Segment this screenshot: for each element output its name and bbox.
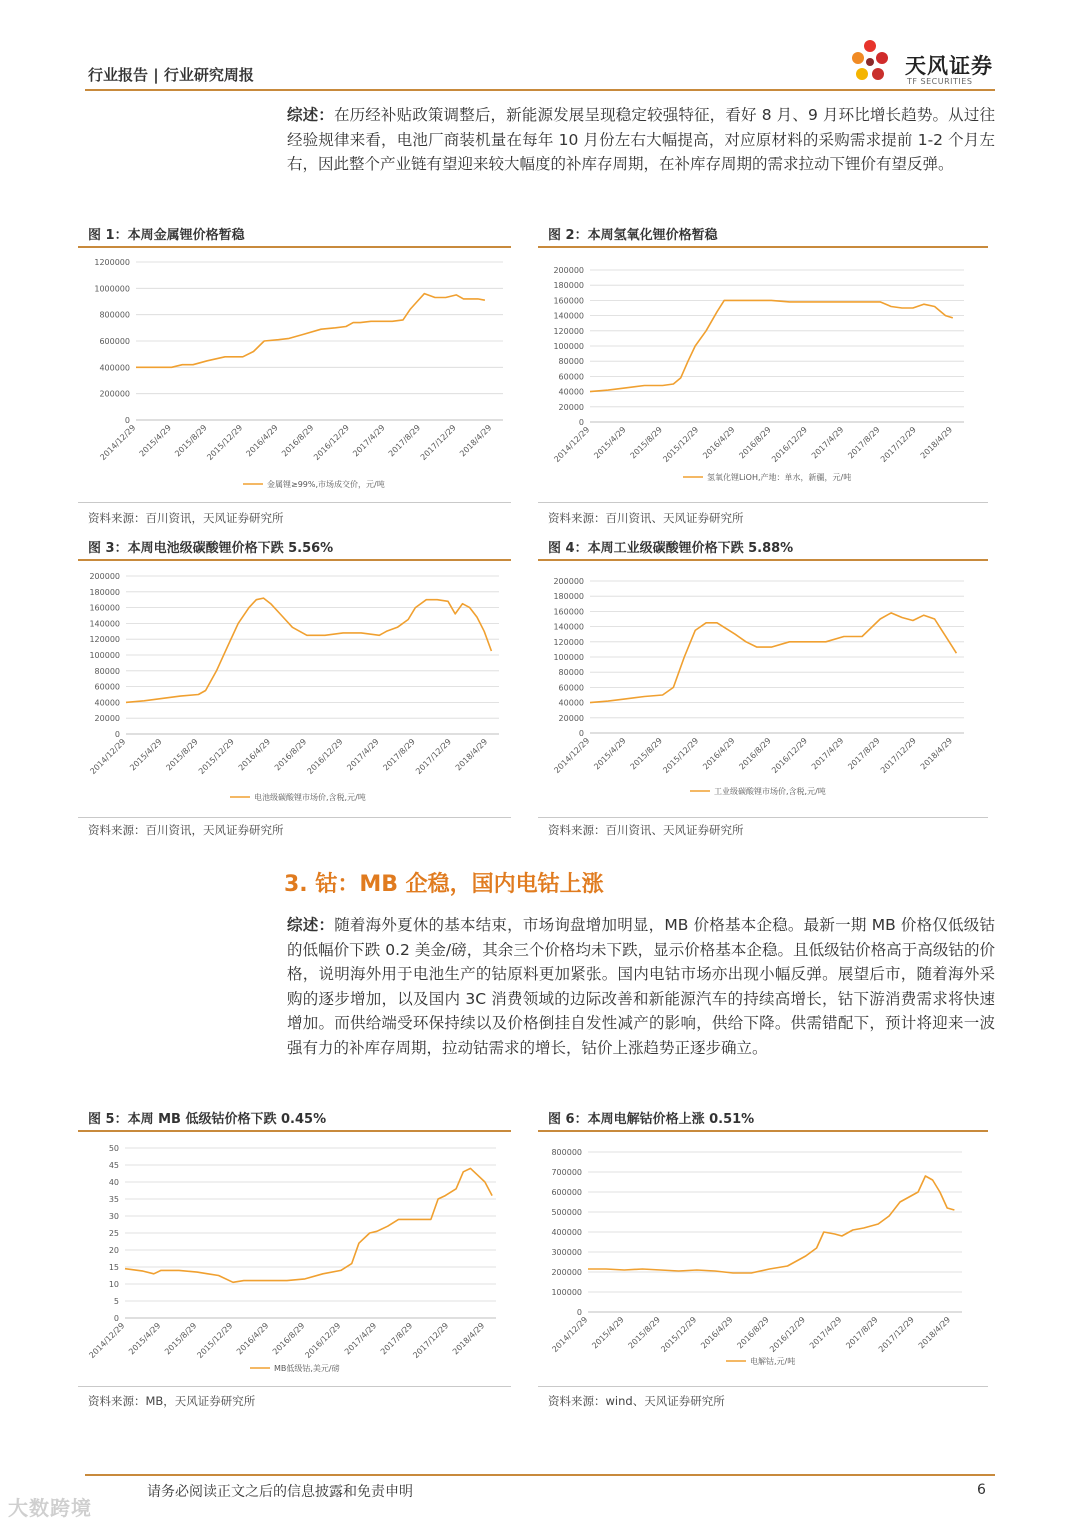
x-tick-label: 2017/8/29	[846, 425, 882, 461]
figure-3-top-rule	[78, 559, 511, 561]
x-tick-label: 2015/4/29	[592, 425, 628, 461]
y-tick-label: 25	[108, 1229, 119, 1238]
series-line	[588, 1176, 954, 1273]
x-tick-label: 2017/4/29	[342, 1321, 379, 1357]
y-tick-label: 1200000	[94, 258, 130, 267]
chart-svg	[78, 563, 511, 813]
y-tick-label: 5	[113, 1297, 119, 1306]
figure-6-bottom-rule	[538, 1386, 988, 1387]
x-tick-label: 2014/12/29	[550, 1315, 590, 1355]
y-tick-label: 160000	[89, 603, 120, 613]
x-tick-label: 2016/8/29	[270, 1321, 307, 1357]
y-tick-label: 1000000	[94, 284, 130, 294]
y-tick-label: 20000	[558, 713, 584, 723]
figure-4-top-rule	[538, 559, 988, 561]
x-tick-label: 2017/12/29	[876, 1315, 916, 1355]
x-tick-label: 2016/4/29	[699, 1315, 735, 1351]
x-tick-label: 2015/12/29	[195, 1321, 235, 1361]
page-number: 6	[977, 1482, 986, 1498]
y-tick-label: 45	[108, 1161, 119, 1170]
x-tick-label: 2016/12/29	[768, 1315, 808, 1355]
x-tick-label: 2016/8/29	[280, 423, 316, 459]
x-tick-label: 2016/8/29	[735, 1315, 771, 1351]
x-tick-label: 2014/12/29	[552, 425, 592, 465]
summary-text: 随着海外夏休的基本结束，市场询盘增加明显，MB 价格基本企稳。最新一期 MB 价格仅低级钴的低幅价下跌 0.2 美金/磅，其余三个价格均未下跌，显示价格基本企稳。且低级钴价格高于高级钴的价格，说明海外用于电池生产的钴原料更加紧张。国内电钴市场亦出现小幅反弹。展望后市，随着海外采购的逐步增加，以及国内 3C 消费领域的边际改善和新能源汽车的持续高增长，钴下游消费需求将快速增加。而供给端受环保持续以及价格倒挂自发性减产的影响，供给下降。供需错配下，预计将迎来一波强有力的补库存周期，拉动钴需求的增长，钴价上涨趋势正逐步确立。	[287, 916, 995, 1057]
y-tick-label: 400000	[99, 363, 130, 373]
x-tick-label: 2015/8/29	[173, 423, 209, 459]
series-line	[136, 294, 485, 368]
x-tick-label: 2017/12/29	[411, 1321, 451, 1361]
report-header-title: 行业报告 | 行业研究周报	[88, 66, 254, 84]
footer-rule	[85, 1474, 995, 1476]
legend-label: 工业级碳酸锂市场价,含税,元/吨	[714, 787, 826, 796]
x-tick-label: 2018/4/29	[458, 423, 494, 459]
x-tick-label: 2017/8/29	[844, 1315, 880, 1351]
x-tick-label: 2017/4/29	[345, 737, 381, 773]
x-tick-label: 2016/12/29	[303, 1321, 343, 1361]
y-tick-label: 0	[578, 418, 584, 427]
x-tick-label: 2017/8/29	[386, 423, 423, 459]
legend-label: 电池级碳酸锂市场价,含税,元/吨	[254, 793, 366, 802]
x-tick-label: 2017/4/29	[809, 425, 846, 461]
x-tick-label: 2016/8/29	[737, 736, 773, 772]
footer-disclaimer: 请务必阅读正文之后的信息披露和免责申明	[147, 1484, 413, 1500]
figure-5-title: 图 5：本周 MB 低级钴价格下跌 0.45%	[88, 1112, 327, 1127]
x-tick-label: 2016/4/29	[701, 736, 737, 772]
y-tick-label: 200000	[553, 266, 584, 275]
figure-6-title: 图 6：本周电解钴价格上涨 0.51%	[548, 1112, 755, 1127]
x-tick-label: 2018/4/29	[450, 1321, 487, 1357]
x-tick-label: 2017/4/29	[809, 736, 846, 772]
x-tick-label: 2015/8/29	[163, 1321, 199, 1357]
x-tick-label: 2018/4/29	[916, 1315, 953, 1351]
y-tick-label: 160000	[553, 607, 584, 617]
x-tick-label: 2017/12/29	[418, 423, 458, 463]
summary-label: 综述：	[287, 916, 335, 934]
figure-2-chart	[538, 250, 988, 500]
y-tick-label: 80000	[558, 357, 584, 367]
y-tick-label: 100000	[89, 651, 120, 660]
y-tick-label: 20000	[94, 714, 120, 724]
figure-4-chart	[538, 563, 988, 813]
x-tick-label: 2015/4/29	[592, 736, 628, 772]
x-tick-label: 2014/12/29	[87, 1321, 127, 1361]
series-line	[125, 1168, 492, 1282]
watermark: 大数跨境	[8, 1496, 92, 1520]
x-tick-label: 2015/4/29	[590, 1315, 626, 1351]
figure-5-bottom-rule	[78, 1386, 511, 1387]
x-tick-label: 2015/8/29	[164, 737, 200, 773]
y-tick-label: 100000	[551, 1288, 582, 1297]
y-tick-label: 300000	[551, 1248, 582, 1257]
figure-5-chart	[78, 1134, 511, 1384]
summary-paragraph-cobalt	[287, 913, 995, 1060]
x-tick-label: 2017/8/29	[846, 736, 882, 772]
y-tick-label: 15	[108, 1263, 119, 1272]
figure-4-bottom-rule	[538, 817, 988, 818]
x-tick-label: 2017/4/29	[807, 1315, 844, 1351]
x-tick-label: 2015/12/29	[205, 423, 245, 463]
figure-3-chart	[78, 563, 511, 813]
x-tick-label: 2015/4/29	[137, 423, 174, 459]
chart-svg	[538, 250, 988, 500]
y-tick-label: 200000	[89, 572, 120, 581]
x-tick-label: 2015/8/29	[628, 425, 664, 461]
figure-2-title: 图 2：本周氢氧化锂价格暂稳	[548, 228, 718, 243]
x-tick-label: 2015/12/29	[661, 736, 701, 776]
y-tick-label: 500000	[551, 1208, 582, 1217]
section-heading-cobalt: 3. 钴：MB 企稳，国内电钴上涨	[284, 872, 604, 897]
x-tick-label: 2017/12/29	[414, 737, 454, 777]
logo-name: 天风证券	[905, 54, 993, 78]
x-tick-label: 2016/8/29	[272, 737, 309, 773]
x-tick-label: 2016/4/29	[701, 425, 737, 461]
y-tick-label: 100000	[553, 653, 584, 662]
x-tick-label: 2016/12/29	[305, 737, 345, 777]
figure-3-source: 资料来源：百川资讯，天风证券研究所	[88, 823, 284, 837]
figure-3-title: 图 3：本周电池级碳酸锂价格下跌 5.56%	[88, 541, 334, 556]
y-tick-label: 20	[108, 1246, 119, 1255]
chart-svg	[78, 1134, 511, 1384]
y-tick-label: 120000	[553, 637, 584, 647]
y-tick-label: 100000	[553, 342, 584, 351]
x-tick-label: 2014/12/29	[552, 736, 592, 776]
y-tick-label: 10	[108, 1280, 119, 1289]
y-tick-label: 800000	[99, 310, 130, 320]
y-tick-label: 160000	[553, 296, 584, 306]
y-tick-label: 180000	[89, 587, 120, 597]
figure-4-source: 资料来源：百川资讯、天风证券研究所	[548, 823, 744, 837]
x-tick-label: 2017/8/29	[381, 737, 417, 773]
y-tick-label: 50	[108, 1144, 119, 1153]
x-tick-label: 2016/8/29	[737, 425, 773, 461]
y-tick-label: 0	[576, 1308, 582, 1317]
figure-4-title: 图 4：本周工业级碳酸锂价格下跌 5.88%	[548, 541, 794, 556]
legend-label: 电解钴,元/吨	[750, 1357, 796, 1366]
figure-6-top-rule	[538, 1130, 988, 1132]
y-tick-label: 80000	[94, 666, 120, 676]
x-tick-label: 2015/4/29	[128, 737, 164, 773]
legend-label: 金属锂≥99%,市场成交价，元/吨	[267, 480, 385, 489]
legend-label: MB低级钴,美元/磅	[274, 1364, 340, 1373]
x-tick-label: 2015/12/29	[659, 1315, 699, 1355]
y-tick-label: 40000	[558, 387, 584, 397]
y-tick-label: 40	[108, 1178, 119, 1187]
figure-5-top-rule	[78, 1130, 511, 1132]
y-tick-label: 35	[108, 1195, 119, 1204]
chart-svg	[78, 250, 511, 500]
summary-label: 综述：	[287, 106, 334, 124]
figure-2-source: 资料来源：百川资讯、天风证券研究所	[548, 511, 744, 525]
y-tick-label: 60000	[558, 372, 584, 382]
x-tick-label: 2018/4/29	[918, 736, 955, 772]
y-tick-label: 140000	[89, 619, 120, 629]
y-tick-label: 180000	[553, 281, 584, 291]
figure-1-bottom-rule	[78, 502, 511, 503]
y-tick-label: 0	[578, 729, 584, 738]
y-tick-label: 120000	[553, 326, 584, 336]
y-tick-label: 200000	[553, 577, 584, 586]
summary-paragraph-lithium	[287, 103, 995, 177]
x-tick-label: 2017/4/29	[351, 423, 387, 459]
x-tick-label: 2017/8/29	[378, 1321, 415, 1357]
x-tick-label: 2014/12/29	[98, 423, 138, 463]
y-tick-label: 180000	[553, 592, 584, 602]
y-tick-label: 0	[114, 730, 120, 739]
y-tick-label: 80000	[558, 668, 584, 678]
y-tick-label: 140000	[553, 622, 584, 632]
y-tick-label: 200000	[551, 1268, 582, 1277]
figure-1-top-rule	[78, 246, 511, 248]
flower-logo-icon	[852, 40, 888, 80]
figure-5-source: 资料来源：MB，天风证券研究所	[88, 1394, 256, 1408]
figure-1-title: 图 1：本周金属锂价格暂稳	[88, 228, 245, 243]
figure-1-source: 资料来源：百川资讯，天风证券研究所	[88, 511, 284, 525]
x-tick-label: 2016/4/29	[244, 423, 280, 459]
x-tick-label: 2018/4/29	[453, 737, 490, 773]
figure-3-bottom-rule	[78, 817, 511, 818]
y-tick-label: 40000	[94, 698, 120, 708]
x-tick-label: 2015/8/29	[628, 736, 664, 772]
y-tick-label: 700000	[551, 1168, 582, 1177]
y-tick-label: 60000	[558, 683, 584, 693]
x-tick-label: 2018/4/29	[918, 425, 955, 461]
chart-svg	[538, 1134, 988, 1384]
y-tick-label: 400000	[551, 1228, 582, 1237]
x-tick-label: 2016/12/29	[770, 425, 810, 465]
x-tick-label: 2014/12/29	[88, 737, 128, 777]
x-tick-label: 2015/12/29	[196, 737, 236, 777]
x-tick-label: 2016/4/29	[234, 1321, 271, 1357]
x-tick-label: 2017/12/29	[878, 736, 918, 776]
y-tick-label: 0	[124, 416, 130, 425]
figure-6-source: 资料来源：wind、天风证券研究所	[548, 1394, 725, 1408]
logo-subtitle: TF SECURITIES	[907, 77, 973, 86]
figure-6-chart	[538, 1134, 988, 1384]
x-tick-label: 2015/8/29	[626, 1315, 662, 1351]
legend-label: 氢氧化锂LiOH,产地：单水，新疆，元/吨	[707, 473, 852, 482]
x-tick-label: 2017/12/29	[878, 425, 918, 465]
y-tick-label: 200000	[99, 389, 130, 399]
y-tick-label: 40000	[558, 698, 584, 708]
figure-2-top-rule	[538, 246, 988, 248]
y-tick-label: 30	[108, 1212, 119, 1221]
x-tick-label: 2016/12/29	[770, 736, 810, 776]
y-tick-label: 0	[113, 1314, 119, 1323]
chart-svg	[538, 563, 988, 813]
y-tick-label: 20000	[558, 402, 584, 412]
figure-2-bottom-rule	[538, 502, 988, 503]
x-tick-label: 2016/4/29	[236, 737, 273, 773]
y-tick-label: 60000	[94, 682, 120, 692]
figure-1-chart	[78, 250, 511, 500]
y-tick-label: 800000	[551, 1148, 582, 1157]
y-tick-label: 140000	[553, 311, 584, 321]
x-tick-label: 2015/12/29	[661, 425, 701, 465]
summary-text: 在历经补贴政策调整后，新能源发展呈现稳定较强特征，看好 8 月、9 月环比增长趋势。从过往经验规律来看，电池厂商装机量在每年 10 月份左右大幅提高，对应原材料的采购需求提前 1-2 个月左右，因此整个产业链有望迎来较大幅度的补库存周期，在补库存周期的需求拉动下锂价有望反弹。	[287, 106, 995, 173]
x-tick-label: 2016/12/29	[312, 423, 352, 463]
y-tick-label: 600000	[99, 337, 130, 346]
y-tick-label: 600000	[551, 1188, 582, 1197]
y-tick-label: 120000	[89, 635, 120, 645]
x-tick-label: 2015/4/29	[127, 1321, 163, 1357]
